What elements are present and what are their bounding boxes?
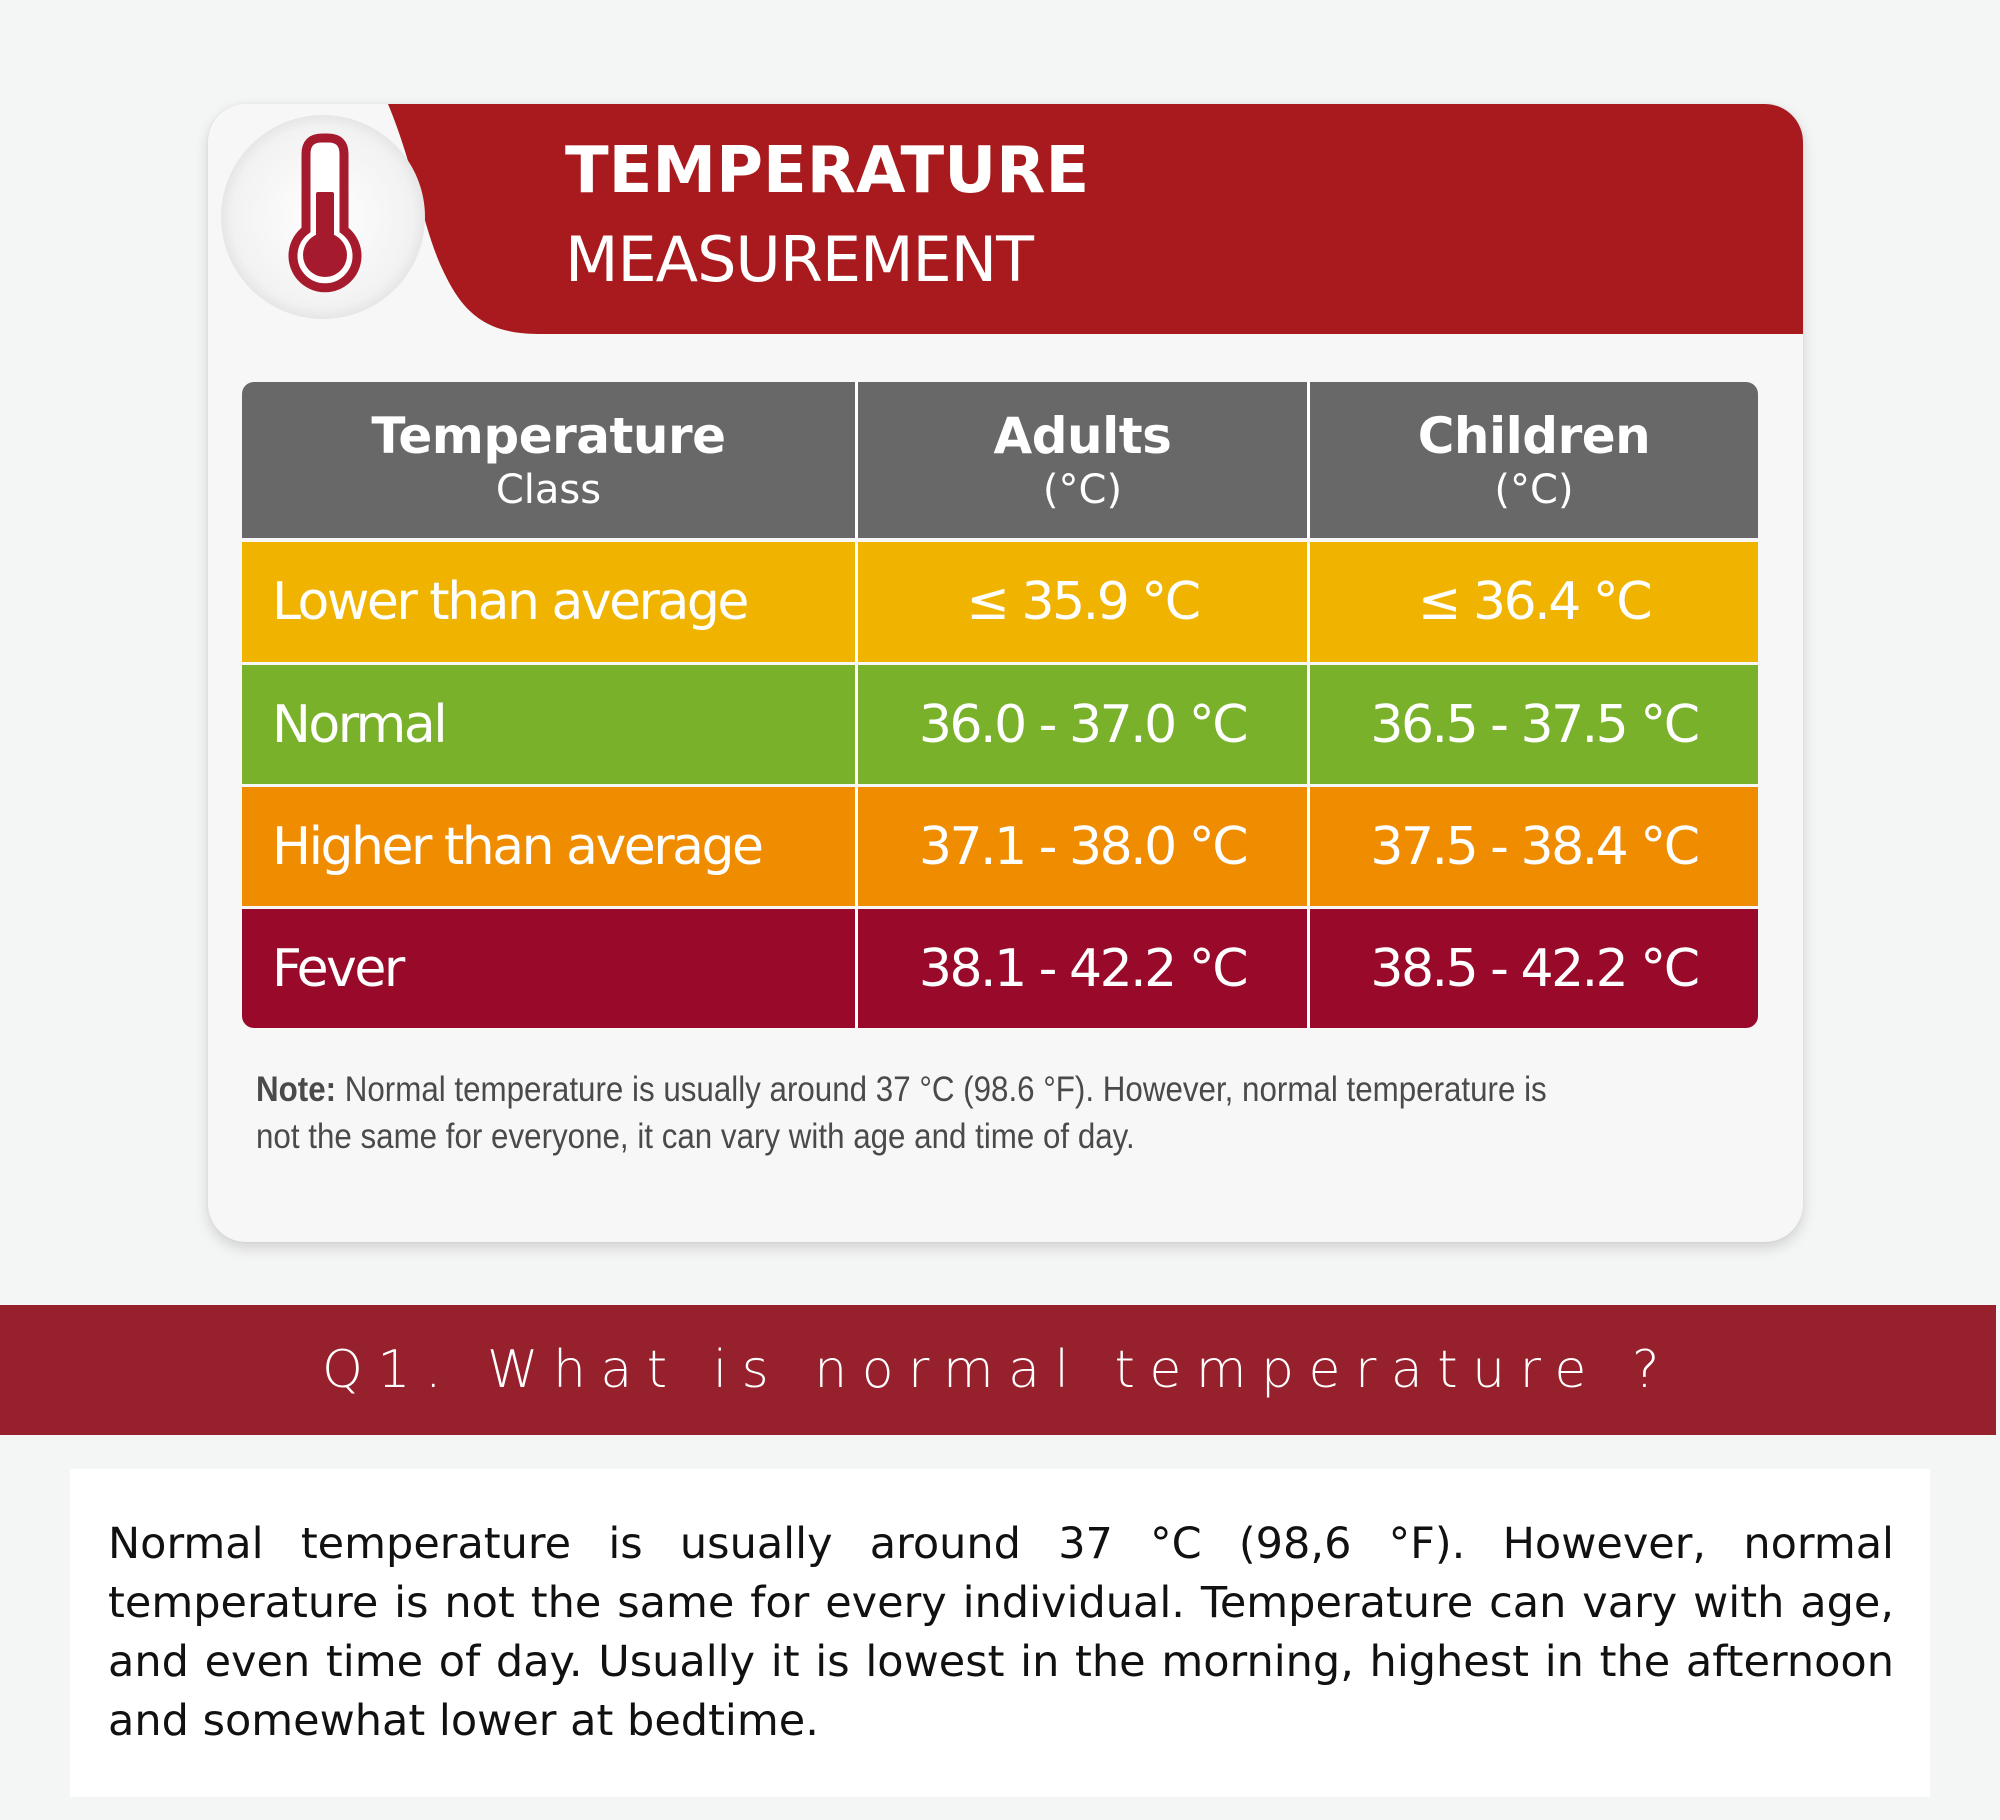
- answer-text: Normal temperature is usually around 37 °C (98,6 °F). However, normal temperature is not the same for every individual. Temperature can vary with age, and even time of day. Usually it is lowest in the morning, highest in the afternoon and somewhat lower at bedtime.: [108, 1519, 1894, 1746]
- table-header-row: [242, 382, 1758, 538]
- temperature-table: [242, 382, 1758, 1028]
- adults-value: 37.1 - 38.0 °C: [918, 816, 1247, 877]
- table-row: [242, 542, 1758, 662]
- header-main-label: Adults: [993, 407, 1172, 465]
- header-main-label: Children: [1417, 407, 1651, 465]
- adults-value: 38.1 - 42.2 °C: [918, 938, 1247, 999]
- header-sub-label: (°C): [1042, 467, 1123, 513]
- thermometer-icon: [218, 112, 428, 322]
- note-label: Note:: [256, 1070, 337, 1109]
- children-cell: [1307, 787, 1758, 906]
- children-value: 38.5 - 42.2 °C: [1370, 938, 1698, 999]
- table-row: [242, 909, 1758, 1028]
- children-value: 37.5 - 38.4 °C: [1370, 816, 1698, 877]
- children-cell: [1307, 665, 1758, 784]
- adults-cell: [855, 787, 1307, 906]
- adults-cell: [855, 542, 1307, 662]
- question-text: Q1. What is normal temperature ?: [321, 1340, 1674, 1400]
- adults-value: 36.0 - 37.0 °C: [918, 694, 1247, 755]
- card-title: TEMPERATURE: [565, 134, 1090, 208]
- class-label: Lower than average: [272, 572, 747, 632]
- adults-cell: [855, 909, 1307, 1028]
- table-note: [256, 1066, 1599, 1160]
- question-banner: [0, 1305, 1996, 1435]
- children-value: ≤ 36.4 °C: [1417, 572, 1651, 632]
- answer-box: [70, 1469, 1930, 1797]
- class-cell: [242, 909, 855, 1028]
- adults-cell: [855, 665, 1307, 784]
- class-label: Fever: [272, 938, 403, 999]
- class-cell: [242, 542, 855, 662]
- header-main-label: Temperature: [371, 407, 726, 465]
- adults-value: ≤ 35.9 °C: [966, 572, 1199, 632]
- thermometer-badge: [218, 112, 428, 322]
- class-label: Normal: [272, 694, 446, 755]
- header-sub-label: Class: [495, 467, 602, 513]
- header-sub-label: (°C): [1494, 467, 1574, 513]
- table-row: [242, 665, 1758, 784]
- table-row: [242, 787, 1758, 906]
- children-cell: [1307, 542, 1758, 662]
- class-cell: [242, 665, 855, 784]
- card-header: [208, 104, 1803, 334]
- class-cell: [242, 787, 855, 906]
- card-subtitle: MEASUREMENT: [565, 223, 1033, 296]
- note-text: Normal temperature is usually around 37 °C (98.6 °F). However, normal temperature is not the same for everyone, it can vary with age and time of day.: [256, 1070, 1547, 1156]
- class-label: Higher than average: [272, 816, 762, 877]
- children-cell: [1307, 909, 1758, 1028]
- temperature-card: [208, 104, 1803, 1242]
- header-temperature-class: [242, 382, 855, 538]
- header-adults: [855, 382, 1307, 538]
- header-children: [1307, 382, 1758, 538]
- children-value: 36.5 - 37.5 °C: [1370, 694, 1698, 755]
